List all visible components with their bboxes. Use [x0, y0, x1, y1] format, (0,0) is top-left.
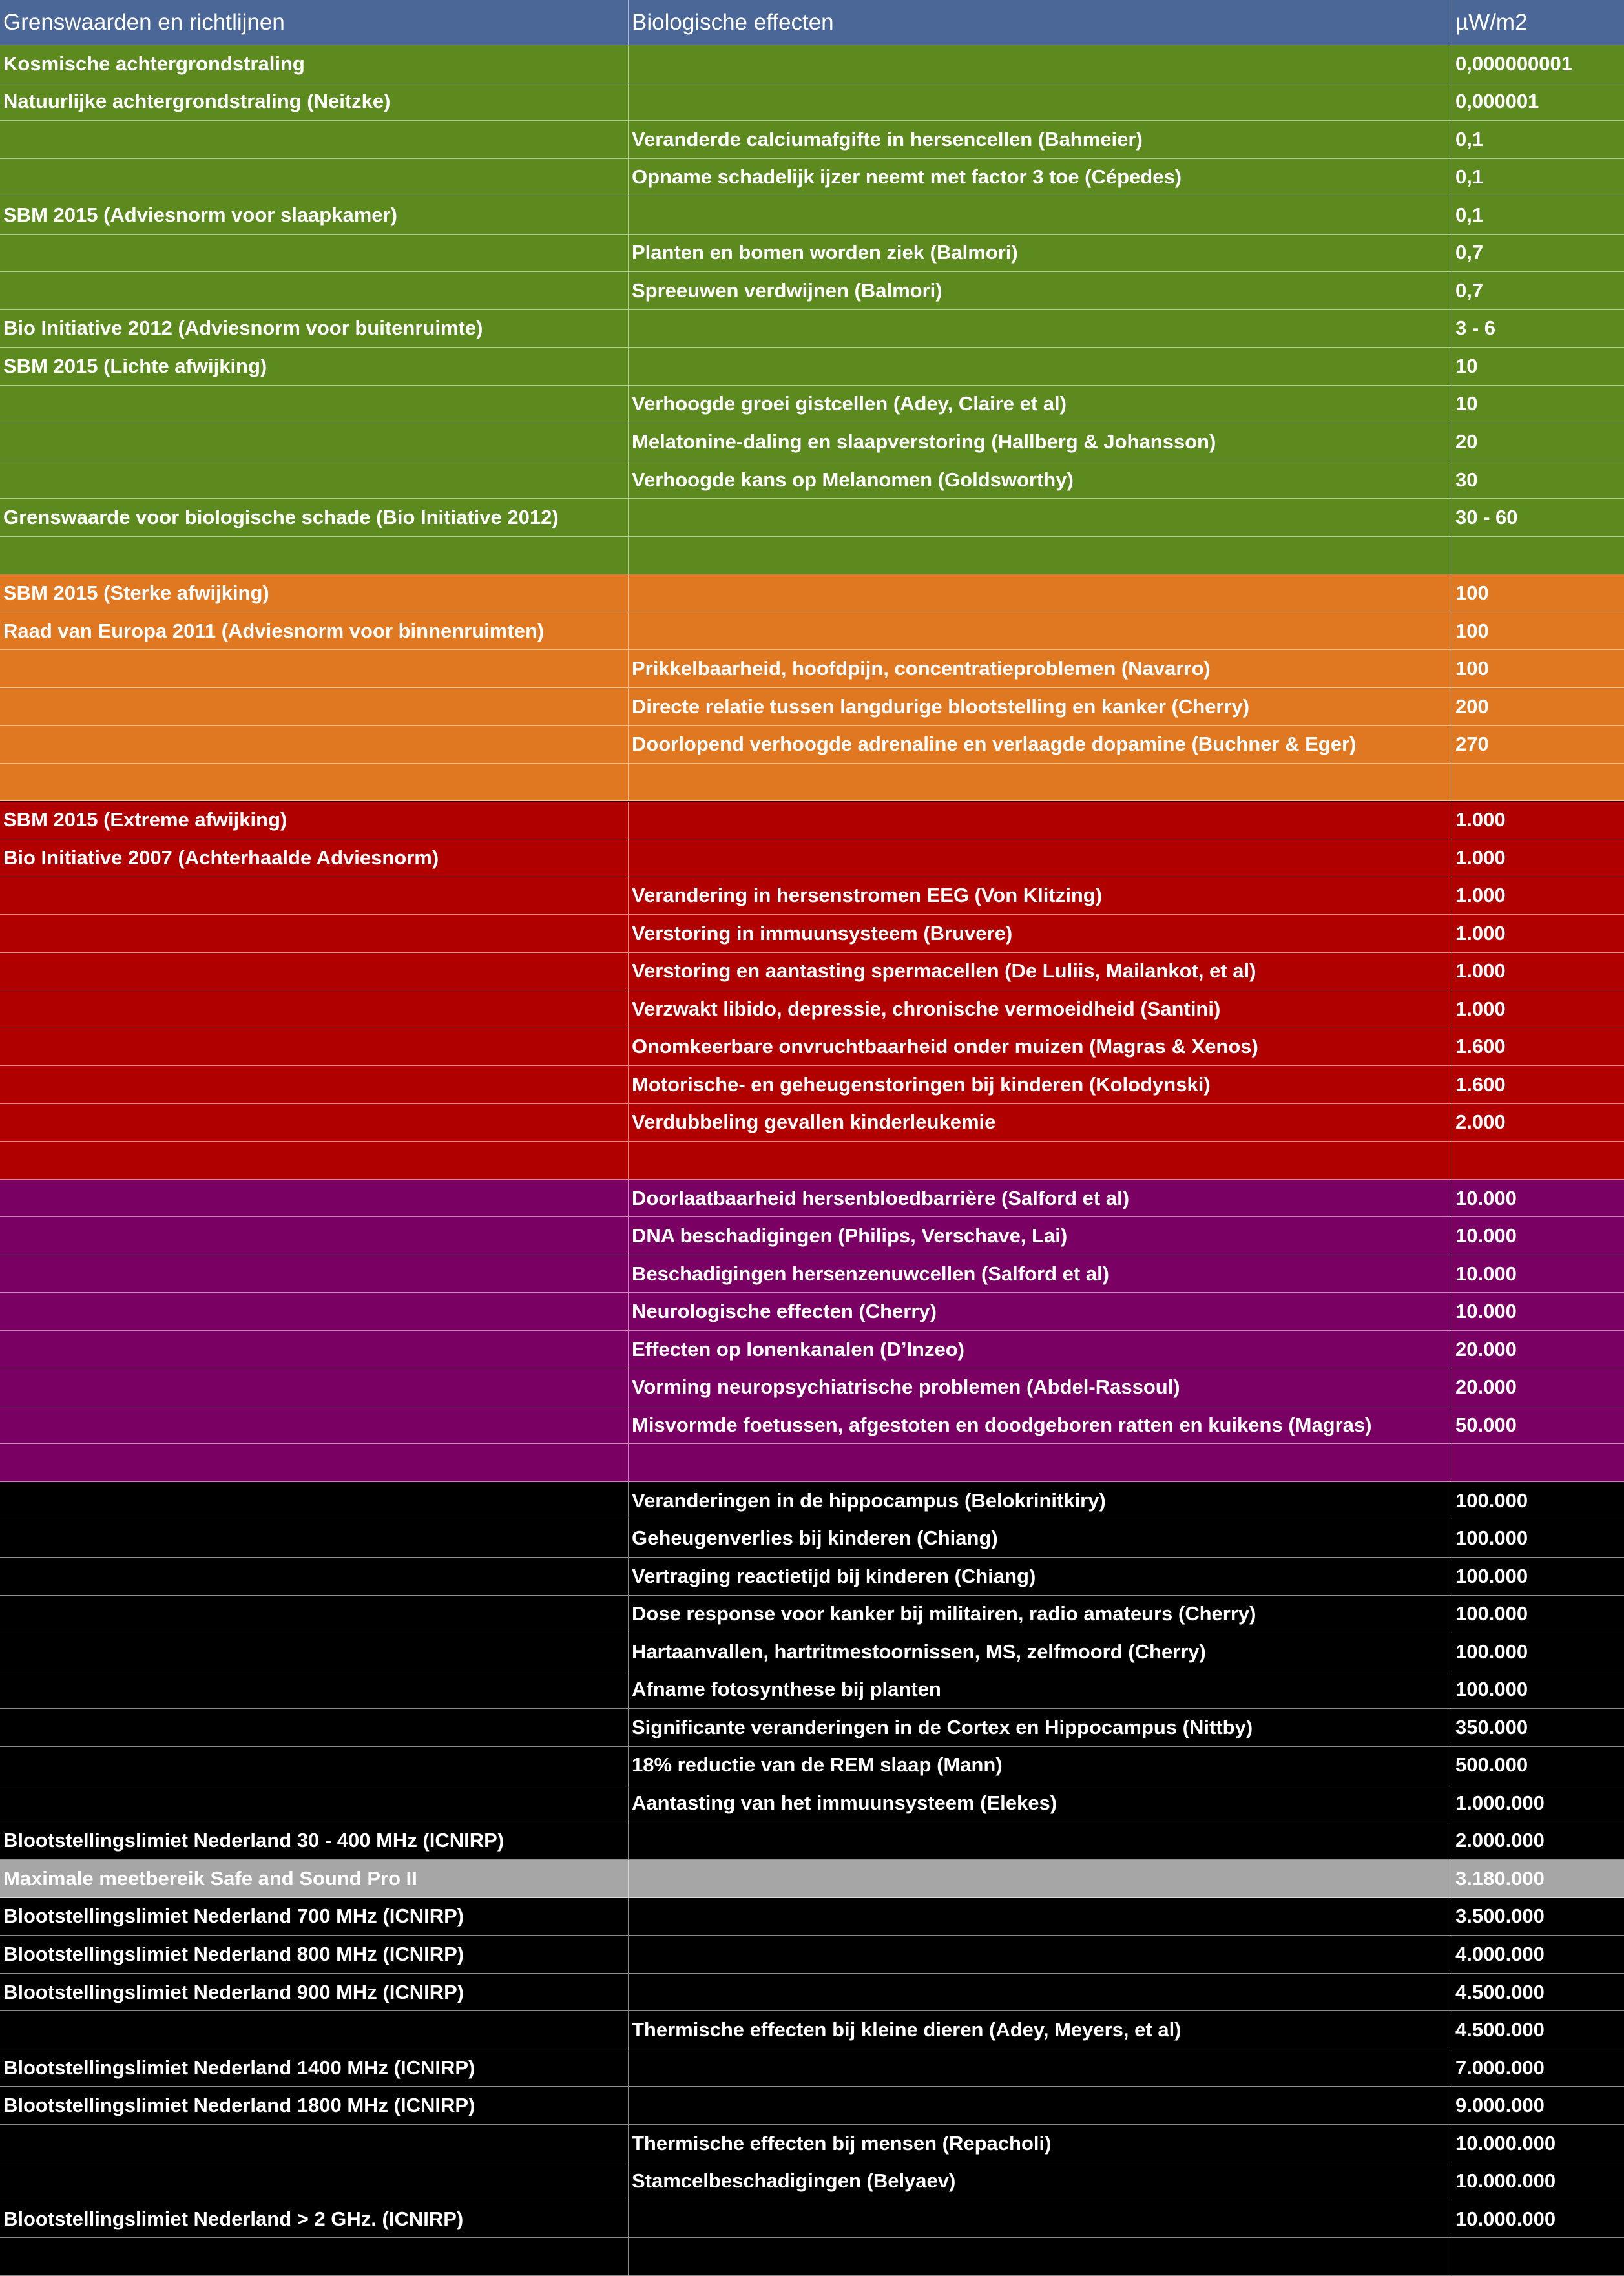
effect-cell: Veranderde calciumafgifte in hersencellen (Bahmeier)	[629, 121, 1452, 158]
table-row	[0, 2200, 1624, 2239]
guideline-cell	[0, 386, 629, 423]
guideline-cell	[0, 235, 629, 272]
effect-cell	[629, 83, 1452, 121]
value-cell: 0,7	[1455, 278, 1484, 302]
table-row	[0, 1368, 1624, 1406]
value-cell: 10.000	[1455, 1186, 1517, 1209]
guideline-cell: SBM 2015 (Lichte afwijking)	[0, 348, 629, 385]
table-row	[0, 1936, 1624, 1974]
value-cell: 10.000.000	[1455, 2169, 1556, 2193]
guideline-cell	[0, 461, 629, 499]
value-cell	[1452, 537, 1624, 574]
value-cell: 0,1	[1455, 203, 1484, 226]
effect-cell: Prikkelbaarheid, hoofdpijn, concentratieproblemen (Navarro)	[629, 650, 1452, 687]
table-row	[0, 1709, 1624, 1747]
table-row	[0, 121, 1624, 159]
table-row	[0, 235, 1624, 273]
guideline-cell	[0, 1596, 629, 1633]
guideline-cell	[0, 2125, 629, 2162]
value-cell: 4.500.000	[1455, 2018, 1545, 2041]
value-cell: 100.000	[1455, 1640, 1528, 1663]
guideline-cell	[0, 650, 629, 687]
effect-cell: Beschadigingen hersenzenuwcellen (Salford et al)	[629, 1255, 1452, 1293]
effect-cell: Neurologische effecten (Cherry)	[629, 1293, 1452, 1330]
value-cell: 1.000	[1455, 959, 1506, 983]
guideline-cell	[0, 877, 629, 915]
value-cell: 3.500.000	[1455, 1905, 1545, 1928]
value-cell: 350.000	[1455, 1715, 1528, 1738]
value-cell: 1.000	[1455, 846, 1506, 869]
table-row	[0, 764, 1624, 802]
effect-cell: Spreeuwen verdwijnen (Balmori)	[629, 272, 1452, 309]
table-row	[0, 461, 1624, 499]
effect-cell	[629, 537, 1452, 574]
effect-cell	[629, 1898, 1452, 1936]
effect-cell: Verhoogde groei gistcellen (Adey, Claire et al)	[629, 386, 1452, 423]
table-row	[0, 499, 1624, 537]
guideline-cell	[0, 1180, 629, 1217]
effect-cell	[629, 310, 1452, 348]
guideline-cell	[0, 2011, 629, 2049]
effect-cell: Dose response voor kanker bij militairen, radio amateurs (Cherry)	[629, 1596, 1452, 1633]
guideline-cell	[0, 2238, 629, 2275]
table-row	[0, 1596, 1624, 1634]
table-row	[0, 1217, 1624, 1255]
value-cell: 9.000.000	[1455, 2094, 1545, 2117]
effect-cell: Significante veranderingen in de Cortex en Hippocampus (Nittby)	[629, 1709, 1452, 1746]
value-cell: 100.000	[1455, 1564, 1528, 1587]
effect-cell	[629, 348, 1452, 385]
guideline-cell	[0, 1671, 629, 1709]
value-cell: 100	[1455, 619, 1489, 642]
table-row	[0, 537, 1624, 575]
effect-cell	[629, 1860, 1452, 1897]
guideline-cell	[0, 688, 629, 726]
table-row	[0, 310, 1624, 348]
value-cell: 10.000	[1455, 1224, 1517, 1248]
value-cell	[1452, 1444, 1624, 1481]
guideline-cell: Natuurlijke achtergrondstraling (Neitzke)	[0, 83, 629, 121]
guideline-cell	[0, 121, 629, 158]
table-row	[0, 1142, 1624, 1180]
effect-cell: Effecten op Ionenkanalen (D’Inzeo)	[629, 1331, 1452, 1368]
guideline-cell	[0, 1066, 629, 1103]
table-row	[0, 45, 1624, 83]
value-cell: 10.000.000	[1455, 2207, 1556, 2230]
guideline-cell	[0, 1293, 629, 1330]
guideline-cell	[0, 1633, 629, 1671]
effect-cell	[629, 802, 1452, 839]
guideline-cell	[0, 764, 629, 801]
table-row	[0, 1255, 1624, 1293]
guideline-cell: Blootstellingslimiet Nederland 1400 MHz (ICNIRP)	[0, 2049, 629, 2087]
value-cell: 3.180.000	[1455, 1866, 1545, 1890]
guideline-cell: Blootstellingslimiet Nederland 700 MHz (ICNIRP)	[0, 1898, 629, 1936]
table-row	[0, 1822, 1624, 1861]
value-cell: 7.000.000	[1455, 2056, 1545, 2079]
guideline-cell: SBM 2015 (Extreme afwijking)	[0, 802, 629, 839]
effect-cell	[629, 2238, 1452, 2275]
effect-cell	[629, 2087, 1452, 2124]
guideline-cell	[0, 1558, 629, 1595]
effect-cell: DNA beschadigingen (Philips, Verschave, Lai)	[629, 1217, 1452, 1255]
table-row	[0, 839, 1624, 877]
guideline-cell	[0, 1217, 629, 1255]
value-cell: 50.000	[1455, 1413, 1517, 1436]
table-row	[0, 83, 1624, 121]
value-cell: 3 - 6	[1455, 317, 1496, 340]
guideline-cell	[0, 1104, 629, 1142]
value-cell: 100	[1455, 581, 1489, 605]
effect-cell	[629, 574, 1452, 612]
table-row	[0, 1784, 1624, 1822]
effect-cell: Directe relatie tussen langdurige blootstelling en kanker (Cherry)	[629, 688, 1452, 726]
guideline-cell	[0, 990, 629, 1028]
table-row	[0, 1028, 1624, 1067]
value-cell: 20.000	[1455, 1337, 1517, 1361]
effect-cell: Planten en bomen worden ziek (Balmori)	[629, 235, 1452, 272]
table-row	[0, 1066, 1624, 1104]
guideline-cell: Maximale meetbereik Safe and Sound Pro II	[0, 1860, 629, 1897]
value-cell: 0,7	[1455, 241, 1484, 264]
guideline-cell: Blootstellingslimiet Nederland 900 MHz (ICNIRP)	[0, 1974, 629, 2011]
value-cell: 100.000	[1455, 1678, 1528, 1701]
value-cell: 10	[1455, 392, 1478, 415]
effect-cell	[629, 1444, 1452, 1481]
table-row	[0, 1482, 1624, 1520]
value-cell: 1.000	[1455, 997, 1506, 1020]
value-cell: 2.000	[1455, 1111, 1506, 1134]
effect-cell	[629, 45, 1452, 83]
value-cell: 0,000001	[1455, 90, 1539, 113]
effect-cell	[629, 1974, 1452, 2011]
value-cell	[1452, 764, 1624, 801]
guideline-cell	[0, 423, 629, 461]
value-cell: 4.500.000	[1455, 1980, 1545, 2003]
effect-cell: Verhoogde kans op Melanomen (Goldsworthy)	[629, 461, 1452, 499]
effect-cell: Afname fotosynthese bij planten	[629, 1671, 1452, 1709]
guideline-cell: Bio Initiative 2012 (Adviesnorm voor buitenruimte)	[0, 310, 629, 348]
effect-cell: Verstoring en aantasting spermacellen (De Luliis, Mailankot, et al)	[629, 953, 1452, 990]
header-unit: µW/m2	[1455, 9, 1528, 35]
effect-cell: 18% reductie van de REM slaap (Mann)	[629, 1747, 1452, 1784]
guideline-cell: Blootstellingslimiet Nederland 30 - 400 MHz (ICNIRP)	[0, 1822, 629, 1860]
header-guidelines: Grenswaarden en richtlijnen	[0, 0, 629, 45]
table-row	[0, 2162, 1624, 2200]
value-cell: 100.000	[1455, 1488, 1528, 1512]
value-cell: 0,000000001	[1455, 52, 1573, 75]
effect-cell	[629, 2200, 1452, 2238]
table-row	[0, 2049, 1624, 2087]
guideline-cell	[0, 2162, 629, 2200]
value-cell: 4.000.000	[1455, 1943, 1545, 1966]
guideline-cell	[0, 1519, 629, 1557]
guideline-cell	[0, 1747, 629, 1784]
table-row	[0, 990, 1624, 1028]
guideline-cell: Blootstellingslimiet Nederland 800 MHz (ICNIRP)	[0, 1936, 629, 1973]
table-row	[0, 1444, 1624, 1482]
value-cell: 10.000	[1455, 1262, 1517, 1285]
guideline-cell	[0, 1709, 629, 1746]
table-row	[0, 1974, 1624, 2012]
value-cell: 200	[1455, 694, 1489, 718]
value-cell: 270	[1455, 733, 1489, 756]
table-row	[0, 159, 1624, 197]
guideline-cell: Grenswaarde voor biologische schade (Bio Initiative 2012)	[0, 499, 629, 536]
table-row	[0, 1406, 1624, 1445]
guideline-cell	[0, 1784, 629, 1822]
guideline-cell	[0, 1482, 629, 1519]
guideline-cell: Kosmische achtergrondstraling	[0, 45, 629, 83]
table-row	[0, 1671, 1624, 1709]
table-row	[0, 877, 1624, 915]
table-row	[0, 802, 1624, 840]
effect-cell: Doorlopend verhoogde adrenaline en verlaagde dopamine (Buchner & Eger)	[629, 726, 1452, 763]
effect-cell: Vertraging reactietijd bij kinderen (Chiang)	[629, 1558, 1452, 1595]
effect-cell: Geheugenverlies bij kinderen (Chiang)	[629, 1519, 1452, 1557]
effect-cell: Verandering in hersenstromen EEG (Von Klitzing)	[629, 877, 1452, 915]
value-cell: 30	[1455, 468, 1478, 491]
guideline-cell: SBM 2015 (Adviesnorm voor slaapkamer)	[0, 196, 629, 234]
table-row	[0, 2125, 1624, 2163]
table-row	[0, 1331, 1624, 1369]
value-cell	[1452, 2238, 1624, 2275]
table-row	[0, 2087, 1624, 2125]
value-cell: 20	[1455, 430, 1478, 453]
value-cell: 1.600	[1455, 1072, 1506, 1096]
effect-cell	[629, 1142, 1452, 1179]
guideline-cell: Raad van Europa 2011 (Adviesnorm voor binnenruimten)	[0, 612, 629, 650]
effect-cell	[629, 1822, 1452, 1860]
guideline-cell	[0, 159, 629, 196]
table-row	[0, 650, 1624, 688]
guideline-cell: SBM 2015 (Sterke afwijking)	[0, 574, 629, 612]
value-cell: 100.000	[1455, 1602, 1528, 1625]
effect-cell: Hartaanvallen, hartritmestoornissen, MS, zelfmoord (Cherry)	[629, 1633, 1452, 1671]
effect-cell	[629, 1936, 1452, 1973]
value-cell: 500.000	[1455, 1753, 1528, 1777]
table-row	[0, 1747, 1624, 1785]
guideline-cell	[0, 915, 629, 952]
value-cell: 1.000	[1455, 921, 1506, 945]
effect-cell: Doorlaatbaarheid hersenbloedbarrière (Salford et al)	[629, 1180, 1452, 1217]
guideline-cell	[0, 1444, 629, 1481]
effect-cell: Motorische- en geheugenstoringen bij kinderen (Kolodynski)	[629, 1066, 1452, 1103]
table-row	[0, 1633, 1624, 1671]
table-row	[0, 1898, 1624, 1936]
table-row	[0, 953, 1624, 991]
effect-cell: Vorming neuropsychiatrische problemen (Abdel-Rassoul)	[629, 1368, 1452, 1406]
value-cell: 10.000.000	[1455, 2131, 1556, 2155]
effect-cell: Melatonine-daling en slaapverstoring (Hallberg & Johansson)	[629, 423, 1452, 461]
table-row	[0, 1104, 1624, 1142]
table-row	[0, 1860, 1624, 1898]
value-cell	[1452, 1142, 1624, 1179]
value-cell: 10.000	[1455, 1300, 1517, 1323]
value-cell: 10	[1455, 354, 1478, 377]
guideline-cell: Bio Initiative 2007 (Achterhaalde Adviesnorm)	[0, 839, 629, 877]
guideline-cell	[0, 537, 629, 574]
table-row	[0, 1180, 1624, 1218]
table-row	[0, 574, 1624, 612]
table-row	[0, 1558, 1624, 1596]
effect-cell	[629, 612, 1452, 650]
value-cell: 100.000	[1455, 1527, 1528, 1550]
effect-cell: Stamcelbeschadigingen (Belyaev)	[629, 2162, 1452, 2200]
effect-cell: Onomkeerbare onvruchtbaarheid onder muizen (Magras & Xenos)	[629, 1028, 1452, 1066]
guideline-cell	[0, 1028, 629, 1066]
value-cell: 100	[1455, 657, 1489, 680]
guideline-cell	[0, 1142, 629, 1179]
header-biological-effects: Biologische effecten	[629, 0, 1452, 45]
table-row	[0, 915, 1624, 953]
guideline-cell	[0, 1331, 629, 1368]
guideline-cell	[0, 1406, 629, 1444]
effect-cell: Verdubbeling gevallen kinderleukemie	[629, 1104, 1452, 1142]
effect-cell: Verstoring in immuunsysteem (Bruvere)	[629, 915, 1452, 952]
effect-cell	[629, 2049, 1452, 2087]
table-header-row	[0, 0, 1624, 45]
table-row	[0, 423, 1624, 461]
table-row	[0, 1519, 1624, 1558]
guideline-cell	[0, 726, 629, 763]
effect-cell	[629, 764, 1452, 801]
table-row	[0, 612, 1624, 651]
effect-cell: Veranderingen in de hippocampus (Belokrinitkiry)	[629, 1482, 1452, 1519]
table-row	[0, 348, 1624, 386]
guideline-cell: Blootstellingslimiet Nederland 1800 MHz (ICNIRP)	[0, 2087, 629, 2124]
guideline-cell	[0, 1255, 629, 1293]
guideline-cell	[0, 272, 629, 309]
guideline-cell	[0, 953, 629, 990]
value-cell: 1.000	[1455, 884, 1506, 907]
effect-cell: Thermische effecten bij kleine dieren (Adey, Meyers, et al)	[629, 2011, 1452, 2049]
table-row	[0, 386, 1624, 424]
table-row	[0, 2238, 1624, 2276]
value-cell: 2.000.000	[1455, 1829, 1545, 1852]
effect-cell: Aantasting van het immuunsysteem (Elekes)	[629, 1784, 1452, 1822]
table-row	[0, 196, 1624, 235]
table-row	[0, 2011, 1624, 2049]
value-cell: 20.000	[1455, 1375, 1517, 1399]
table-row	[0, 688, 1624, 726]
effect-cell	[629, 196, 1452, 234]
guideline-cell	[0, 1368, 629, 1406]
value-cell: 0,1	[1455, 127, 1484, 151]
table-row	[0, 1293, 1624, 1331]
effect-cell: Opname schadelijk ijzer neemt met factor 3 toe (Cépedes)	[629, 159, 1452, 196]
value-cell: 1.600	[1455, 1035, 1506, 1058]
table-row	[0, 272, 1624, 310]
guideline-cell: Blootstellingslimiet Nederland > 2 GHz. (ICNIRP)	[0, 2200, 629, 2238]
effect-cell	[629, 499, 1452, 536]
value-cell: 1.000	[1455, 808, 1506, 831]
table-row	[0, 726, 1624, 764]
effect-cell: Verzwakt libido, depressie, chronische vermoeidheid (Santini)	[629, 990, 1452, 1028]
value-cell: 1.000.000	[1455, 1791, 1545, 1814]
effect-cell	[629, 839, 1452, 877]
value-cell: 30 - 60	[1455, 506, 1518, 529]
value-cell: 0,1	[1455, 165, 1484, 189]
effect-cell: Misvormde foetussen, afgestoten en doodgeboren ratten en kuikens (Magras)	[629, 1406, 1452, 1444]
effect-cell: Thermische effecten bij mensen (Repacholi)	[629, 2125, 1452, 2162]
